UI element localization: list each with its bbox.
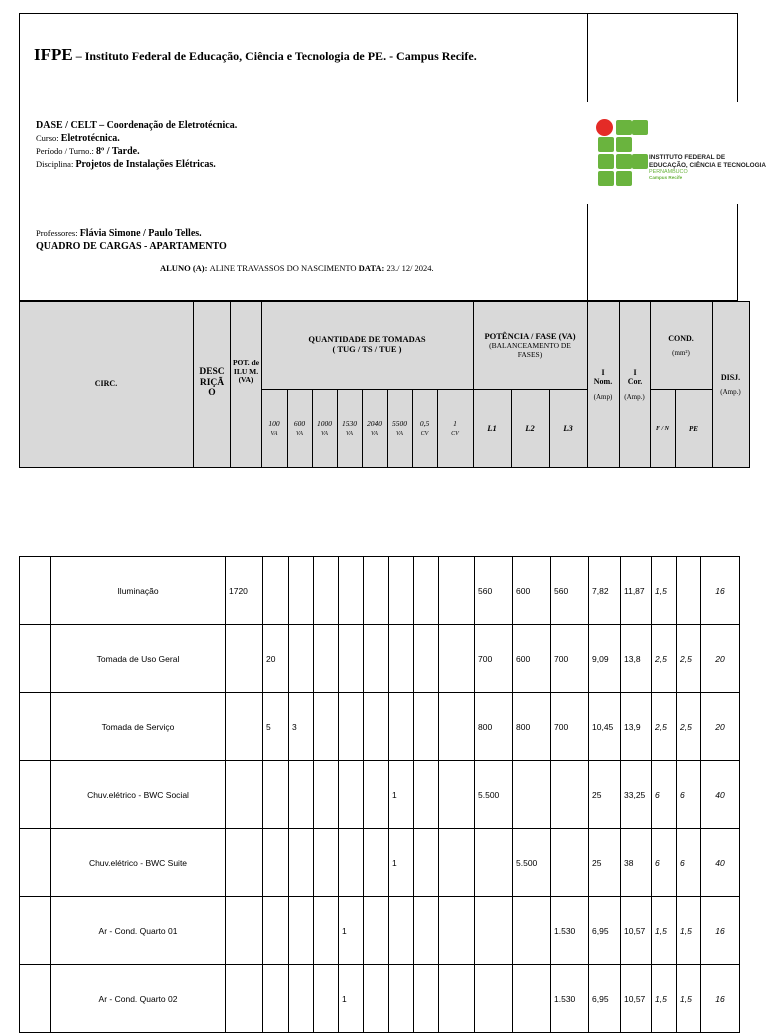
cell-i-nom: 10,45 [589, 693, 621, 761]
cell-lighting-power [226, 829, 263, 897]
cell-qty-600va [289, 761, 314, 829]
cell-qty-1cv [439, 829, 475, 897]
cell-qty-1000va [314, 829, 339, 897]
col-fn: F / N [656, 426, 669, 432]
cell-phase-l3: 1.530 [551, 897, 589, 965]
cell-qty-600va [289, 625, 314, 693]
cell-description: Ar - Cond. Quarto 02 [51, 965, 226, 1033]
col-qty-title: QUANTIDADE DE TOMADAS [308, 334, 426, 344]
cell-phase-l2 [513, 965, 551, 1033]
col-cond-unit: (mm²) [672, 349, 690, 357]
cell-breaker: 16 [701, 965, 740, 1033]
cell-qty-2040va [364, 965, 389, 1033]
cell-cond-pe: 2,5 [677, 693, 701, 761]
cell-i-nom: 9,09 [589, 625, 621, 693]
cell-qty-1530va: 1 [339, 897, 364, 965]
cell-circ [20, 761, 51, 829]
cell-qty-05cv [414, 625, 439, 693]
cell-phase-l2: 5.500 [513, 829, 551, 897]
cell-qty-600va [289, 829, 314, 897]
cell-phase-l1: 5.500 [475, 761, 513, 829]
cell-qty-05cv [414, 761, 439, 829]
phase-l3: L3 [563, 423, 573, 433]
cell-cond-fn: 1,5 [652, 965, 677, 1033]
cell-qty-5500va [389, 965, 414, 1033]
table-row [20, 897, 740, 965]
cell-qty-1000va [314, 625, 339, 693]
cell-qty-1530va [339, 829, 364, 897]
cell-i-cor: 38 [621, 829, 652, 897]
cell-i-cor: 13,8 [621, 625, 652, 693]
col-power-sub: (BALANCEAMENTO DE FASES) [489, 341, 571, 359]
cell-phase-l2: 600 [513, 557, 551, 625]
col-qty-sub: ( TUG / TS / TUE ) [332, 344, 402, 354]
cell-qty-1000va [314, 557, 339, 625]
cell-qty-1530va [339, 557, 364, 625]
cell-qty-05cv [414, 829, 439, 897]
cell-cond-pe: 1,5 [677, 897, 701, 965]
cell-qty-5500va [389, 897, 414, 965]
cell-cond-pe [677, 557, 701, 625]
col-inom: I Nom. [593, 368, 613, 386]
table-body [20, 557, 740, 1033]
logo-text: INSTITUTO FEDERAL DE EDUCAÇÃO, CIÊNCIA E TECNOLOGIA PERNAMBUCO Campus Recife [649, 154, 766, 181]
student-name: ALINE TRAVASSOS DO NASCIMENTO [209, 263, 359, 273]
col-icor: I Cor. [627, 368, 643, 386]
cell-qty-600va [289, 965, 314, 1033]
cell-i-cor: 10,57 [621, 897, 652, 965]
cell-cond-pe: 2,5 [677, 625, 701, 693]
table-row [20, 625, 740, 693]
cell-qty-100va [263, 965, 289, 1033]
col-power-title: POTÊNCIA / FASE (VA) [484, 331, 576, 341]
col-icor-unit: (Amp.) [624, 393, 645, 401]
cell-breaker: 40 [701, 761, 740, 829]
institution-title: IFPE – Instituto Federal de Educação, Ciência e Tecnologia de PE. - Campus Recife. [34, 45, 477, 64]
cell-description: Chuv.elétrico - BWC Suite [51, 829, 226, 897]
outlet-05cv: 0,5 CV [419, 419, 430, 437]
cell-qty-1cv [439, 625, 475, 693]
load-table [19, 556, 740, 1033]
col-circ: CIRC. [94, 379, 118, 388]
cell-cond-fn: 6 [652, 761, 677, 829]
cell-qty-100va: 5 [263, 693, 289, 761]
cell-phase-l1 [475, 829, 513, 897]
cell-phase-l1: 700 [475, 625, 513, 693]
board-title: QUADRO DE CARGAS - APARTAMENTO [36, 241, 227, 252]
col-inom-unit: (Amp) [593, 393, 613, 401]
cell-cond-fn: 6 [652, 829, 677, 897]
cell-qty-5500va [389, 557, 414, 625]
cell-phase-l3: 700 [551, 625, 589, 693]
department: DASE / CELT – Coordenação de Eletrotécnica. [36, 120, 238, 131]
cell-phase-l1: 800 [475, 693, 513, 761]
outlet-100: 100 VA [268, 419, 280, 437]
cell-qty-2040va [364, 761, 389, 829]
cell-qty-100va [263, 829, 289, 897]
outlet-1530: 1530 VA [342, 419, 357, 437]
cell-lighting-power [226, 693, 263, 761]
col-disj-unit: (Amp.) [720, 388, 741, 396]
cell-circ [20, 693, 51, 761]
cell-lighting-power: 1720 [226, 557, 263, 625]
cell-qty-1000va [314, 897, 339, 965]
cell-qty-600va [289, 897, 314, 965]
cell-i-nom: 6,95 [589, 897, 621, 965]
cell-phase-l3 [551, 829, 589, 897]
cell-phase-l3: 700 [551, 693, 589, 761]
outlet-600: 600 VA [293, 419, 306, 437]
professors-block: Professores: Flávia Simone / Paulo Telles. QUADRO DE CARGAS - APARTAMENTO [36, 228, 227, 252]
cell-phase-l3: 1.530 [551, 965, 589, 1033]
cell-cond-fn: 2,5 [652, 625, 677, 693]
outlet-5500: 5500 VA [392, 419, 407, 437]
cell-i-cor: 10,57 [621, 965, 652, 1033]
cell-qty-1cv [439, 557, 475, 625]
cell-circ [20, 829, 51, 897]
cell-phase-l3: 560 [551, 557, 589, 625]
cell-qty-05cv [414, 693, 439, 761]
cell-qty-1530va: 1 [339, 965, 364, 1033]
cell-qty-600va [289, 557, 314, 625]
cell-qty-5500va [389, 625, 414, 693]
cell-phase-l2: 800 [513, 693, 551, 761]
cell-cond-fn: 1,5 [652, 557, 677, 625]
cell-i-nom: 7,82 [589, 557, 621, 625]
cell-i-cor: 13,9 [621, 693, 652, 761]
period: 8º / Tarde. [96, 146, 140, 157]
cell-breaker: 20 [701, 693, 740, 761]
cell-description: Tomada de Uso Geral [51, 625, 226, 693]
cell-qty-1cv [439, 897, 475, 965]
logo-red-dot [596, 119, 613, 136]
cell-qty-2040va [364, 829, 389, 897]
cell-qty-1cv [439, 693, 475, 761]
col-pot: POT. de ILU M. (VA) [232, 358, 260, 384]
cell-qty-2040va [364, 897, 389, 965]
outlet-1cv: 1 CV [451, 419, 459, 437]
cell-qty-1530va [339, 693, 364, 761]
col-cond: COND. [668, 334, 694, 343]
cell-qty-5500va [389, 693, 414, 761]
cell-cond-fn: 1,5 [652, 897, 677, 965]
cell-qty-05cv [414, 897, 439, 965]
cell-i-cor: 33,25 [621, 761, 652, 829]
cell-qty-5500va: 1 [389, 829, 414, 897]
cell-description: Chuv.elétrico - BWC Social [51, 761, 226, 829]
course: Eletrotécnica. [60, 133, 120, 144]
cell-qty-600va: 3 [289, 693, 314, 761]
cell-qty-1cv [439, 761, 475, 829]
date: 23./ 12/ 2024. [386, 263, 434, 273]
cell-qty-1cv [439, 965, 475, 1033]
discipline: Projetos de Instalações Elétricas. [75, 159, 216, 170]
cell-qty-2040va [364, 557, 389, 625]
cell-circ [20, 557, 51, 625]
cell-qty-100va [263, 557, 289, 625]
cell-cond-pe: 1,5 [677, 965, 701, 1033]
cell-cond-fn: 2,5 [652, 693, 677, 761]
cell-circ [20, 625, 51, 693]
cell-cond-pe: 6 [677, 829, 701, 897]
cell-breaker: 20 [701, 625, 740, 693]
cell-i-cor: 11,87 [621, 557, 652, 625]
table-row [20, 829, 740, 897]
cell-lighting-power [226, 761, 263, 829]
cell-description: Ar - Cond. Quarto 01 [51, 897, 226, 965]
cell-qty-100va: 20 [263, 625, 289, 693]
cell-phase-l1: 560 [475, 557, 513, 625]
col-desc: DESC RIÇÃ O [199, 367, 225, 398]
cell-qty-100va [263, 761, 289, 829]
cell-qty-5500va: 1 [389, 761, 414, 829]
cell-i-nom: 25 [589, 761, 621, 829]
cell-qty-05cv [414, 557, 439, 625]
cell-description: Iluminação [51, 557, 226, 625]
cell-description: Tomada de Serviço [51, 693, 226, 761]
cell-qty-1000va [314, 761, 339, 829]
cell-lighting-power [226, 965, 263, 1033]
cell-breaker: 16 [701, 557, 740, 625]
outlet-1000: 1000 VA [317, 419, 332, 437]
ifpe-logo [584, 102, 768, 204]
cell-qty-1000va [314, 965, 339, 1033]
cell-phase-l2: 600 [513, 625, 551, 693]
cell-i-nom: 25 [589, 829, 621, 897]
cell-circ [20, 965, 51, 1033]
course-info: DASE / CELT – Coordenação de Eletrotécnica. Curso: Eletrotécnica. Período / Turno.: 8º / Tarde. Disciplina: Projetos de Instalações Elétricas. [36, 120, 238, 170]
cell-i-nom: 6,95 [589, 965, 621, 1033]
cell-phase-l1 [475, 965, 513, 1033]
cell-cond-pe: 6 [677, 761, 701, 829]
outlet-2040: 2040 VA [367, 419, 382, 437]
col-disj: DISJ. [720, 373, 741, 382]
cell-phase-l3 [551, 761, 589, 829]
table-row [20, 693, 740, 761]
cell-phase-l2 [513, 897, 551, 965]
cell-breaker: 16 [701, 897, 740, 965]
cell-qty-05cv [414, 965, 439, 1033]
phase-l1: L1 [487, 423, 497, 433]
cell-breaker: 40 [701, 829, 740, 897]
student-line: ALUNO (A): ALINE TRAVASSOS DO NASCIMENTO DATA: 23./ 12/ 2024. [160, 263, 434, 273]
cell-qty-100va [263, 897, 289, 965]
col-pe: PE [689, 425, 698, 433]
cell-lighting-power [226, 625, 263, 693]
cell-qty-1530va [339, 761, 364, 829]
table-row [20, 761, 740, 829]
cell-qty-2040va [364, 625, 389, 693]
professors: Flávia Simone / Paulo Telles. [79, 228, 202, 239]
cell-phase-l2 [513, 761, 551, 829]
cell-lighting-power [226, 897, 263, 965]
cell-phase-l1 [475, 897, 513, 965]
cell-qty-1530va [339, 625, 364, 693]
column-header [19, 301, 750, 468]
cell-circ [20, 897, 51, 965]
table-row [20, 557, 740, 625]
phase-l2: L2 [525, 423, 535, 433]
cell-qty-2040va [364, 693, 389, 761]
cell-qty-1000va [314, 693, 339, 761]
table-row [20, 965, 740, 1033]
